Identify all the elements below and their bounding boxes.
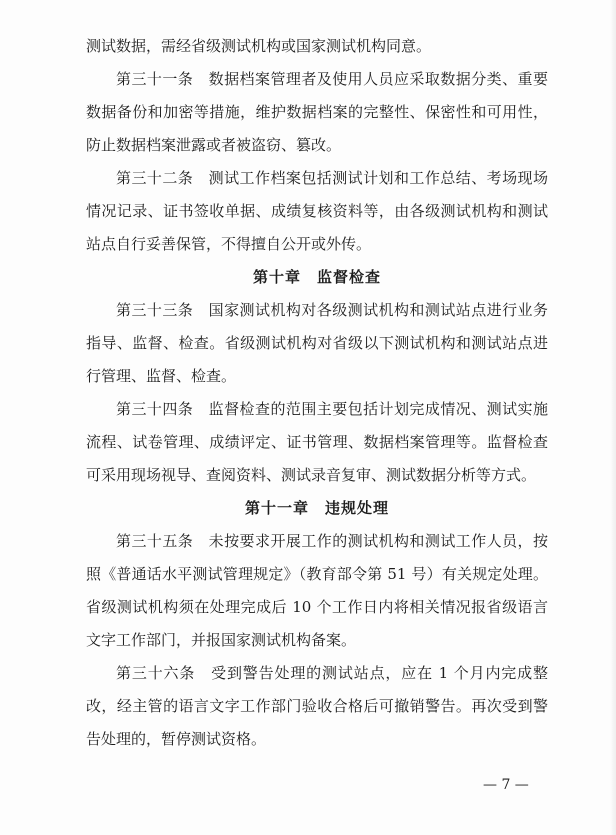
document-body <box>86 30 548 756</box>
article-31: 第三十一条 数据档案管理者及使用人员应采取数据分类、重要数据备份和加密等措施，维护数据档案的完整性、保密性和可用性，防止数据档案泄露或者被盗窃、篡改。 <box>86 70 548 154</box>
article-32: 第三十二条 测试工作档案包括测试计划和工作总结、考场现场情况记录、证书签收单据、成绩复核资料等，由各级测试机构和测试站点自行妥善保管，不得擅自公开或外传。 <box>86 169 548 253</box>
article-33: 第三十三条 国家测试机构对各级测试机构和测试站点进行业务指导、监督、检查。省级测试机构对省级以下测试机构和测试站点进行管理、监督、检查。 <box>86 301 548 385</box>
chapter-10-heading: 第十章 监督检查 <box>252 268 381 286</box>
article-34: 第三十四条 监督检查的范围主要包括计划完成情况、测试实施流程、试卷管理、成绩评定、证书管理、数据档案管理等。监督检查可采用现场视导、查阅资料、测试录音复审、测试数据分析等方式。 <box>86 400 548 484</box>
page-number: — 7 — <box>483 777 529 793</box>
article-36: 第三十六条 受到警告处理的测试站点，应在 1 个月内完成整改，经主管的语言文字工作部门验收合格后可撤销警告。再次受到警告处理的，暂停测试资格。 <box>86 664 548 748</box>
chapter-11-heading: 第十一章 违规处理 <box>244 499 389 517</box>
paragraph-continuation: 测试数据，需经省级测试机构或国家测试机构同意。 <box>86 37 432 55</box>
article-35: 第三十五条 未按要求开展工作的测试机构和测试工作人员，按照《普通话水平测试管理规定》（教育部令第 51 号）有关规定处理。省级测试机构须在处理完成后 10 个工作日内将相关情况报省级语言文字工作部门，并报国家测试机构备案。 <box>86 532 548 649</box>
page-edge-shadow <box>610 0 616 835</box>
